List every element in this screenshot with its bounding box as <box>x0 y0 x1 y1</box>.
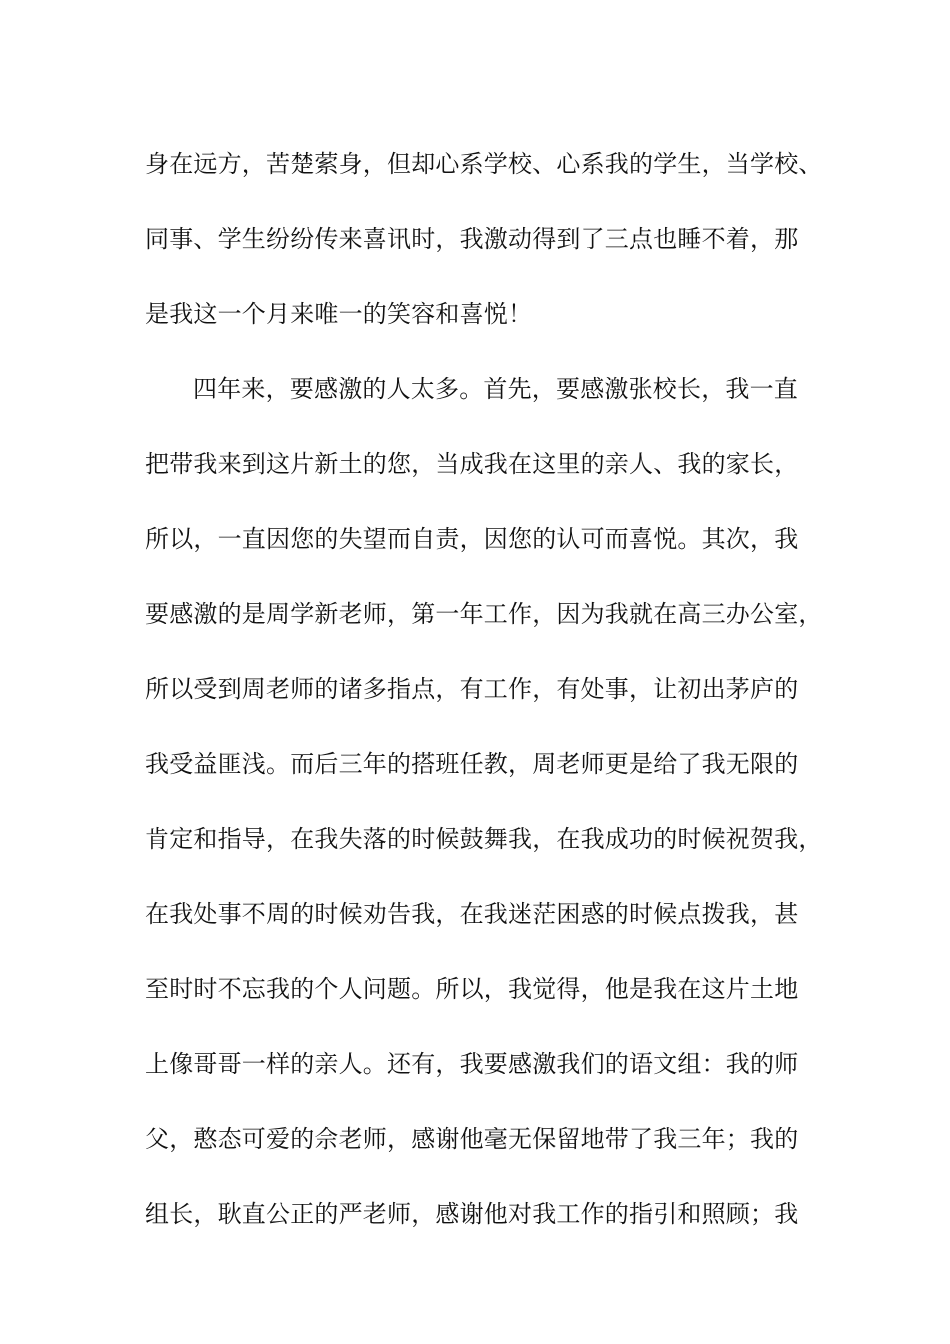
text-line: 身在远方，苦楚萦身，但却心系学校、心系我的学生，当学校、 <box>145 150 823 178</box>
text-line: 肯定和指导，在我失落的时候鼓舞我，在我成功的时候祝贺我， <box>145 825 823 853</box>
text-line: 所以受到周老师的诸多指点，有工作，有处事，让初出茅庐的 <box>145 675 799 703</box>
text-line: 把带我来到这片新土的您，当成我在这里的亲人、我的家长， <box>145 450 799 478</box>
text-line: 在我处事不周的时候劝告我，在我迷茫困惑的时候点拨我，甚 <box>145 900 799 928</box>
text-line: 父，憨态可爱的佘老师，感谢他毫无保留地带了我三年；我的 <box>145 1125 799 1153</box>
text-line: 同事、学生纷纷传来喜讯时，我激动得到了三点也睡不着，那 <box>145 225 799 253</box>
paragraph-start-line: 四年来，要感激的人太多。首先，要感激张校长，我一直 <box>193 375 798 403</box>
text-line: 所以，一直因您的失望而自责，因您的认可而喜悦。其次，我 <box>145 525 799 553</box>
text-line: 是我这一个月来唯一的笑容和喜悦！ <box>145 300 533 328</box>
text-line: 上像哥哥一样的亲人。还有，我要感激我们的语文组：我的师 <box>145 1050 799 1078</box>
text-line: 至时时不忘我的个人问题。所以，我觉得，他是我在这片土地 <box>145 975 799 1003</box>
text-line: 要感激的是周学新老师，第一年工作，因为我就在高三办公室， <box>145 600 823 628</box>
text-line: 组长，耿直公正的严老师，感谢他对我工作的指引和照顾；我 <box>145 1200 799 1228</box>
text-line: 我受益匪浅。而后三年的搭班任教，周老师更是给了我无限的 <box>145 750 799 778</box>
body-text <box>145 127 825 1252</box>
